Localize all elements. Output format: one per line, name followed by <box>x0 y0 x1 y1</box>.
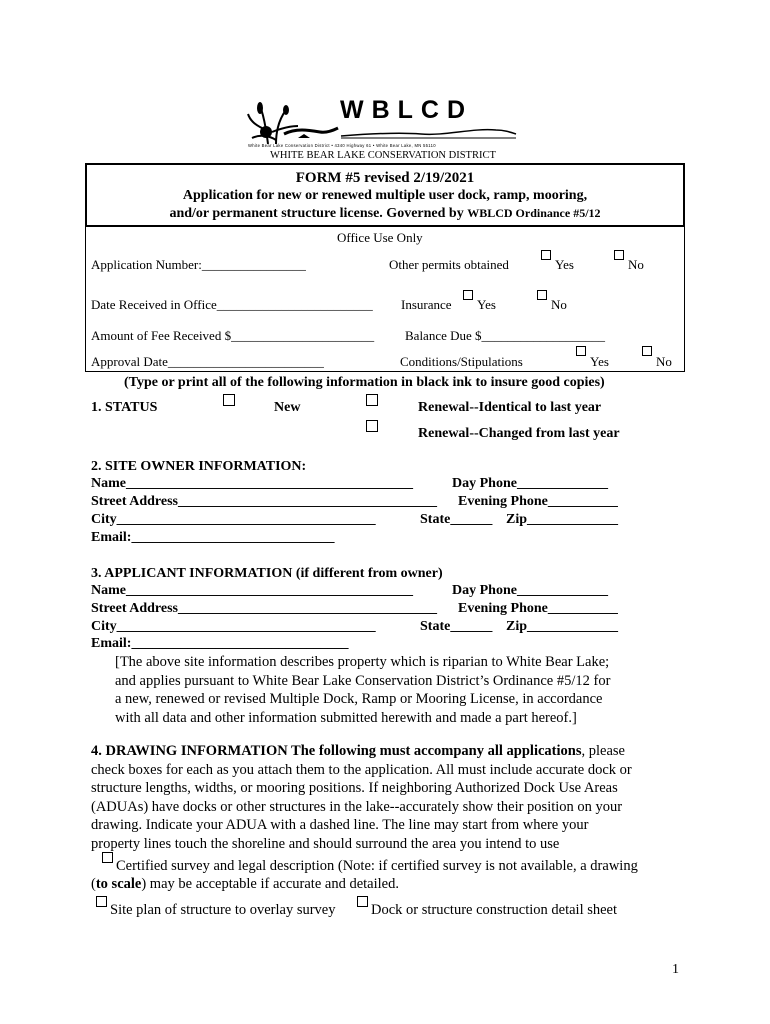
balance-due-field[interactable]: Balance Due $___________________ <box>405 328 606 343</box>
status-renewal-identical-checkbox[interactable] <box>366 394 378 406</box>
insurance-yes-checkbox[interactable] <box>463 290 473 300</box>
applicant-zip-field[interactable]: Zip_____________ <box>506 619 619 634</box>
owner-state-field[interactable]: State______ <box>420 512 493 527</box>
owner-city-field[interactable]: City_____________________________________ <box>91 512 376 527</box>
riparian-note-line: a new, renewed or revised Multiple Dock, Ramp or Mooring License, in accordance <box>115 691 603 707</box>
riparian-note-line: with all data and other information submitted herewith and made a part hereof.] <box>115 709 577 726</box>
riparian-note-line: and applies pursuant to White Bear Lake Conservation District’s Ordinance #5/12 for <box>115 672 611 689</box>
insurance-label: Insurance <box>401 297 452 312</box>
insurance-yes-label: Yes <box>477 297 496 312</box>
applicant-heading: 3. APPLICANT INFORMATION (if different from owner) <box>91 566 443 581</box>
page-number: 1 <box>672 962 679 977</box>
status-renewal-identical-label: Renewal--Identical to last year <box>418 400 602 415</box>
owner-zip-field[interactable]: Zip_____________ <box>506 512 619 527</box>
site-owner-heading: 2. SITE OWNER INFORMATION: <box>91 459 307 474</box>
site-plan-checkbox[interactable] <box>96 896 107 907</box>
other-permits-label: Other permits obtained <box>389 257 509 272</box>
certified-survey-checkbox[interactable] <box>102 852 113 863</box>
owner-evening-phone-field[interactable]: Evening Phone__________ <box>458 494 618 509</box>
status-renewal-changed-label: Renewal--Changed from last year <box>418 426 620 441</box>
logo <box>246 98 518 150</box>
status-renewal-changed-checkbox[interactable] <box>366 420 378 432</box>
form-title-line2: Application for new or renewed multiple user dock, ramp, mooring, <box>182 188 588 203</box>
site-plan-label: Site plan of structure to overlay survey <box>110 902 336 918</box>
conditions-no-label: No <box>656 354 672 369</box>
certified-survey-label: Certified survey and legal description (Note: if certified survey is not available, a drawing <box>116 858 638 874</box>
certified-paren: ( <box>91 876 96 892</box>
fee-received-field[interactable]: Amount of Fee Received $______________________ <box>91 328 375 343</box>
owner-email-field[interactable]: Email:_____________________________ <box>91 530 335 545</box>
insurance-no-label: No <box>551 297 567 312</box>
other-permits-yes-checkbox[interactable] <box>541 250 551 260</box>
dock-detail-label: Dock or structure construction detail sheet <box>371 902 618 918</box>
org-tiny-address: White Bear Lake Conservation District • 4340 Highway 61 • White Bear Lake, MN 55110 <box>248 143 436 148</box>
owner-name-field[interactable]: Name_________________________________________ <box>91 476 413 491</box>
owner-street-field[interactable]: Street Address_____________________________________ <box>91 494 437 509</box>
conditions-no-checkbox[interactable] <box>642 346 652 356</box>
drawing-text-line: structure lengths, widths, or mooring positions. If neighboring Authorized Dock Use Areas <box>91 780 618 796</box>
conditions-yes-label: Yes <box>590 354 609 369</box>
other-permits-no-checkbox[interactable] <box>614 250 624 260</box>
conditions-label: Conditions/Stipulations <box>400 354 523 369</box>
certified-rest: ) may be acceptable if accurate and detailed. <box>141 876 399 892</box>
office-use-heading: Office Use Only <box>337 230 423 245</box>
drawing-text-line: (ADUAs) have docks or other structures in the lake--accurately show their position on your <box>91 798 623 815</box>
org-full-name: WHITE BEAR LAKE CONSERVATION DISTRICT <box>270 150 496 161</box>
drawing-text-line: check boxes for each as you attach them to the application. All must include accurate dock or <box>91 761 632 778</box>
insurance-no-checkbox[interactable] <box>537 290 547 300</box>
applicant-name-field[interactable]: Name_________________________________________ <box>91 583 413 598</box>
applicant-state-field[interactable]: State______ <box>420 619 493 634</box>
approval-date-field[interactable]: Approval Date________________________ <box>91 354 324 369</box>
drawing-info-section <box>91 742 632 853</box>
conditions-yes-checkbox[interactable] <box>576 346 586 356</box>
applicant-city-field[interactable]: City_____________________________________ <box>91 619 376 634</box>
dock-detail-checkbox[interactable] <box>357 896 368 907</box>
owner-day-phone-field[interactable]: Day Phone_____________ <box>452 476 608 491</box>
applicant-day-phone-field[interactable]: Day Phone_____________ <box>452 583 608 598</box>
form-title-line3a: and/or permanent structure license. Governed by <box>169 206 464 221</box>
drawing-heading-line <box>91 742 632 761</box>
status-new-label: New <box>274 400 301 415</box>
certified-survey-label-cont <box>91 876 399 893</box>
applicant-street-field[interactable]: Street Address_____________________________________ <box>91 601 437 616</box>
other-permits-yes-label: Yes <box>555 257 574 272</box>
applicant-email-field[interactable]: Email:_______________________________ <box>91 636 349 651</box>
drawing-heading-tail: , please <box>581 743 625 759</box>
applicant-evening-phone-field[interactable]: Evening Phone__________ <box>458 601 618 616</box>
riparian-note-line: [The above site information describes property which is riparian to White Bear Lake; <box>115 654 610 670</box>
other-permits-no-label: No <box>628 257 644 272</box>
ink-instructions: (Type or print all of the following information in black ink to insure good copies) <box>124 375 605 390</box>
status-heading: 1. STATUS <box>91 400 158 415</box>
drawing-text-line: property lines touch the shoreline and should surround the area you intend to use <box>91 835 560 852</box>
to-scale-emphasis: to scale <box>95 876 142 892</box>
status-new-checkbox[interactable] <box>223 394 235 406</box>
ordinance-ref: WBLCD Ordinance #5/12 <box>467 206 601 220</box>
drawing-text-line: drawing. Indicate your ADUA with a dashed line. The line may start from where your <box>91 817 589 833</box>
form-number: FORM #5 revised 2/19/2021 <box>295 170 475 186</box>
application-number-field[interactable]: Application Number:________________ <box>91 257 306 272</box>
title-box <box>85 163 685 227</box>
form-title-line3 <box>87 206 683 222</box>
org-acronym: WBLCD <box>340 96 474 124</box>
riparian-note <box>115 653 610 727</box>
date-received-field[interactable]: Date Received in Office________________________ <box>91 297 373 312</box>
drawing-heading: 4. DRAWING INFORMATION The following must accompany all applications <box>91 743 582 759</box>
